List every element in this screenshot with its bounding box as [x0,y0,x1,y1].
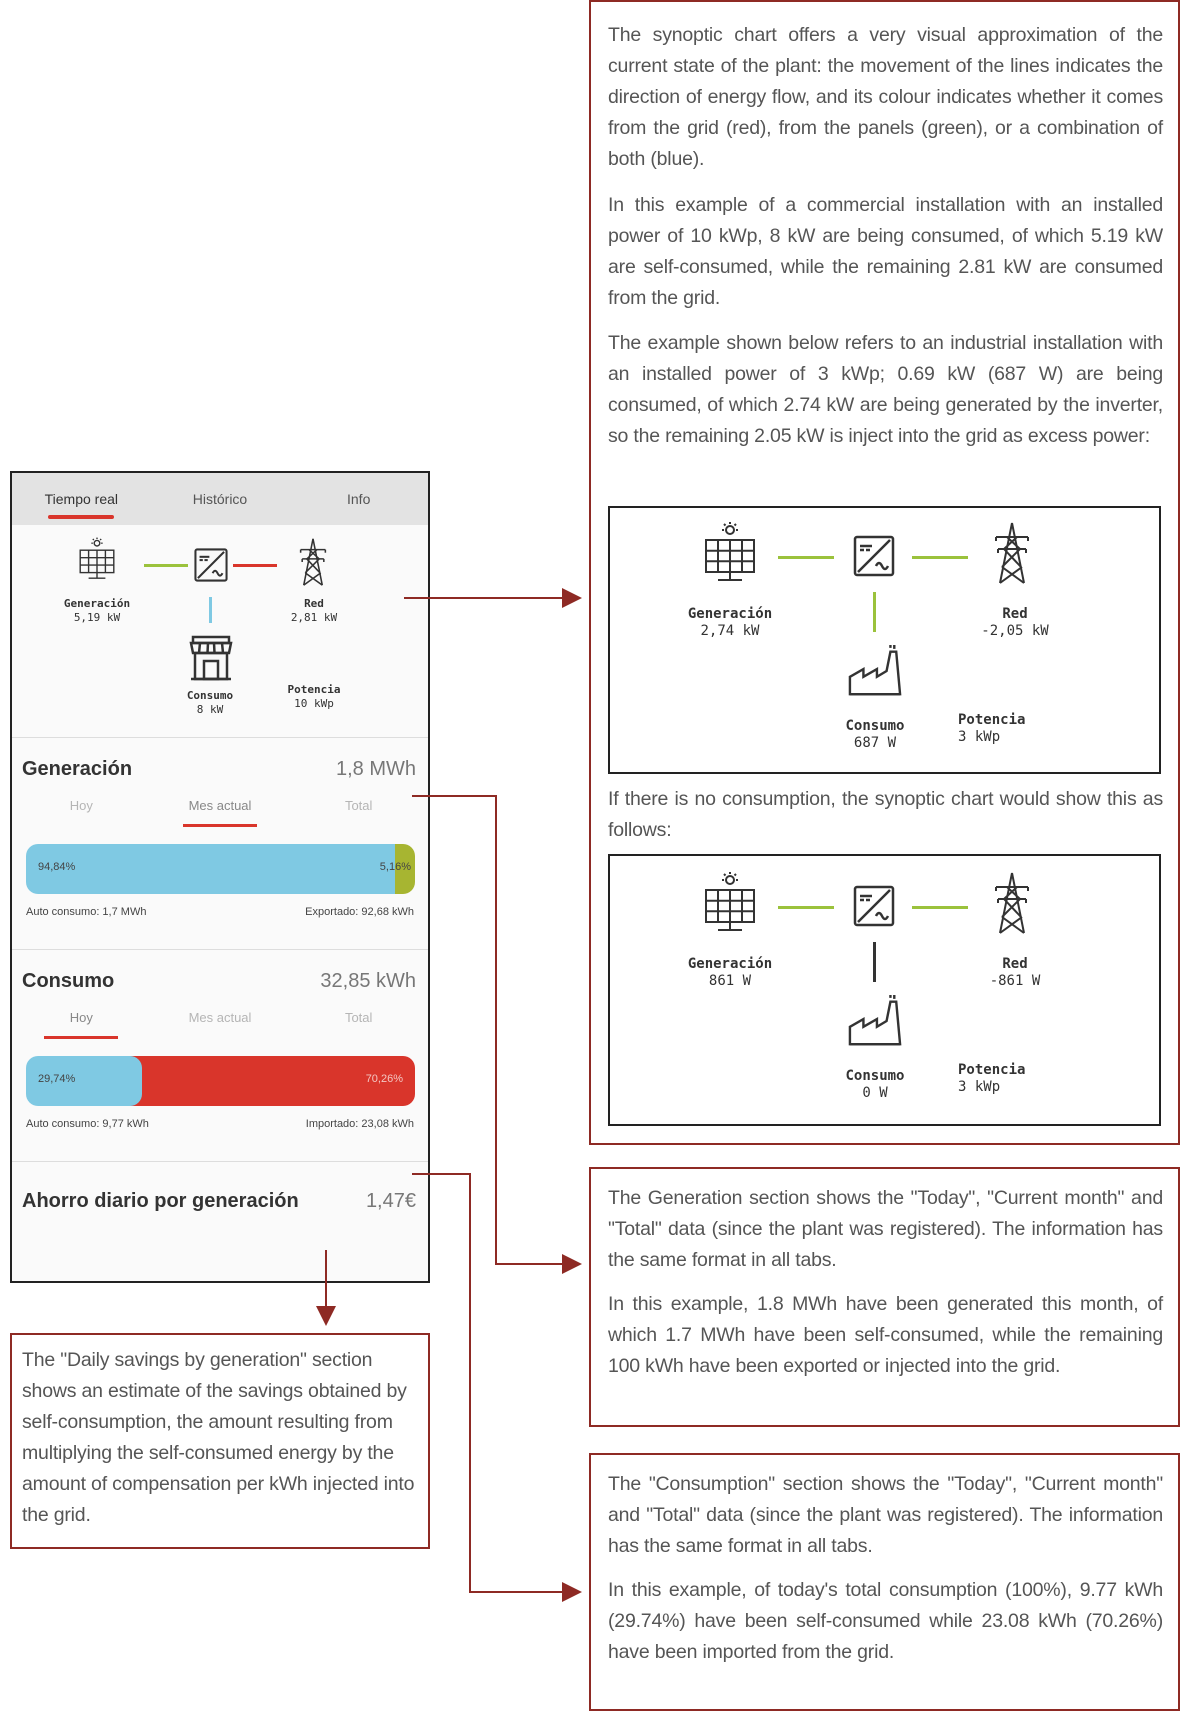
generation-title: Generación [22,758,133,780]
grid-label: Red -2,05 kW [981,606,1049,639]
consumption-title: Consumo [22,970,115,992]
consumption-label: Consumo 687 W [845,718,905,751]
tab-historico[interactable]: Histórico [192,491,248,507]
consumption-tab-total[interactable]: Total [344,1010,373,1025]
power-label: Potencia 3 kWp [958,712,1026,745]
generation-self-note: Auto consumo: 1,7 MWh [26,906,147,918]
consumption-self-note: Auto consumo: 9,77 kWh [26,1118,149,1130]
savings-paragraph-1: The "Daily savings by generation" section shows an estimate of the savings obtained by self-consumption, the amount resulting from multiplying the self-consumed energy by the amount of compensation per kWh injected into the grid. [22,1349,415,1526]
tab-info[interactable]: Info [347,491,371,507]
power-label: Potencia 10 kWp [287,683,341,710]
synoptic-paragraph-4: If there is no consumption, the synoptic chart would show this as follows: [608,788,1163,841]
consumption-paragraph-2: In this example, of today's total consumption (100%), 9.77 kWh (29.74%) have been self-consumed while 23.08 kWh (70.26%) have been imported from the grid. [608,1579,1163,1663]
generation-tab-hoy[interactable]: Hoy [69,798,93,813]
generation-label: Generación 861 W [687,956,773,989]
savings-title: Ahorro diario por generación [22,1190,299,1212]
consumption-label: Consumo 0 W [845,1068,905,1101]
synoptic-paragraph-3: The example shown below refers to an industrial installation with an installed power of 3 kWp; 0.69 kW (687 W) are being consumed, of which 2.74 kW are being generated by the inverter, so the remaining 2.05 kW is inject into the grid as excess power: [608,332,1163,447]
consumption-import-note: Importado: 23,08 kWh [305,1118,414,1130]
grid-label: Red -861 W [989,956,1041,989]
generation-paragraph-1: The Generation section shows the "Today", "Current month" and "Total" data (since the plant was registered). The information has the same format in all tabs. [608,1187,1163,1271]
consumption-tab-hoy[interactable]: Hoy [12,1010,151,1025]
synoptic-paragraph-2: In this example of a commercial installation with an installed power of 10 kWp, 8 kW are being consumed, of which 5.19 kW are self-consumed, while the remaining 2.81 kW are consumed from the grid. [608,194,1163,309]
tab-tiempo-real[interactable]: Tiempo real [12,473,151,525]
generation-export-note: Exportado: 92,68 kWh [305,906,414,918]
generation-self-pct: 94,84% [38,861,76,873]
synoptic-paragraph-1: The synoptic chart offers a very visual approximation of the current state of the plant: the movement of the lines indicates the direction of energy flow, and its colour indicates whether it comes from the grid (red), from the panels (green), or a combination of both (blue). [608,24,1163,170]
generation-label: Generación 2,74 kW [687,606,773,639]
generation-export-pct: 5,16% [379,861,411,873]
arrow-to-generation-box [412,796,578,1264]
consumption-label: Consumo 8 kW [186,689,234,716]
generation-paragraph-2: In this example, 1.8 MWh have been generated this month, of which 1.7 MWh have been self-consumed, while the remaining 100 kWh have been exported or injected into the grid. [608,1293,1163,1377]
grid-label: Red 2,81 kW [290,597,338,624]
power-label: Potencia 3 kWp [958,1062,1026,1095]
consumption-paragraph-1: The "Consumption" section shows the "Today", "Current month" and "Total" data (since the plant was registered). The information has the same format in all tabs. [608,1473,1163,1557]
consumption-import-pct: 70,26% [365,1073,403,1085]
generation-total: 1,8 MWh [335,758,416,780]
generation-tab-mes-actual[interactable]: Mes actual [151,798,290,813]
consumption-self-pct: 29,74% [38,1073,76,1085]
savings-value: 1,47€ [365,1190,416,1212]
consumption-tab-mes-actual[interactable]: Mes actual [188,1010,252,1025]
consumption-bar-self [26,1056,142,1106]
generation-label: Generación 5,19 kW [63,597,131,624]
consumption-total: 32,85 kWh [320,970,416,992]
generation-tab-total[interactable]: Total [344,798,373,813]
